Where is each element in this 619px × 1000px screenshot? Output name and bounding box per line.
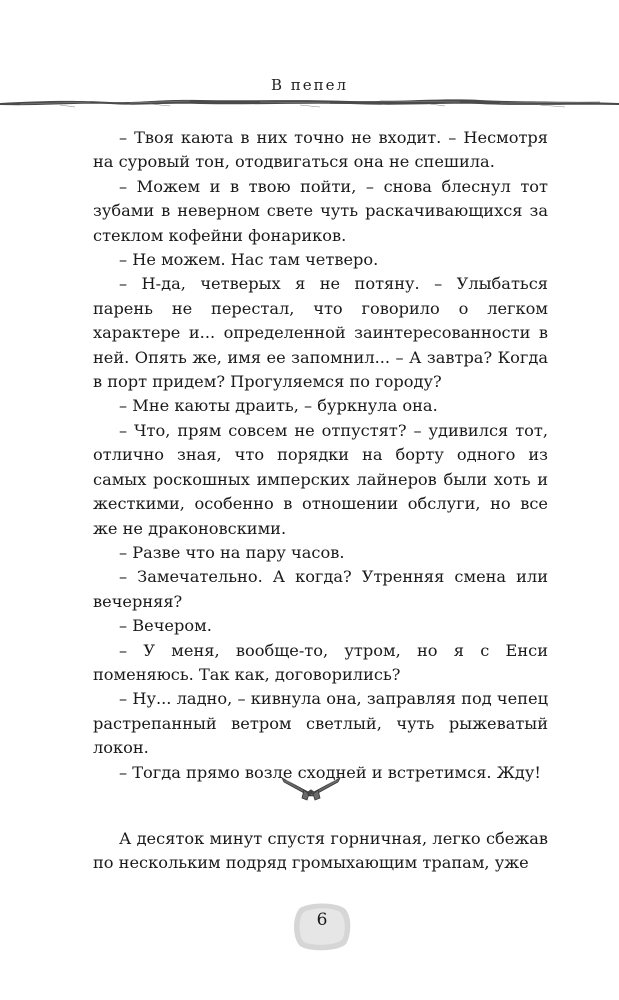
paragraph: – Н-да, четверых я не потяну. – Улыбаться парень не перестал, что говорило о легком характере и... определенной заинтересованности в ней. Опять же, имя ее запомнил... – А завтра? Когда в порт придем? Прогуляемся по городу? bbox=[93, 274, 548, 392]
page-number: 6 bbox=[316, 910, 328, 930]
paragraph: – Тогда прямо возле сходней и встретимся. Жду! bbox=[119, 762, 541, 782]
paragraph: – У меня, вообще-то, утром, но я с Енси поменяюсь. Так как, договорились? bbox=[93, 640, 548, 684]
paragraph: – Твоя каюта в них точно не входит. – Несмотря на суровый тон, отодвигаться она не спешила. bbox=[93, 128, 548, 172]
paragraph: – Не можем. Нас там четверо. bbox=[119, 250, 379, 270]
paragraph: – Вечером. bbox=[119, 616, 212, 636]
body-text bbox=[93, 126, 548, 785]
header-brush-rule bbox=[0, 92, 619, 114]
body-text-continued bbox=[93, 827, 548, 876]
paragraph: А десяток минут спустя горничная, легко сбежав по нескольким подряд громыхающим трапам, уже bbox=[93, 829, 548, 873]
paragraph: – Что, прям совсем не отпустят? – удивился тот, отлично зная, что порядки на борту одного из самых роскошных имперских лайнеров были хоть и жесткими, особенно в отношении обслуги, но все же не драконовскими. bbox=[93, 420, 548, 538]
paragraph: – Мне каюты драить, – буркнула она. bbox=[119, 396, 438, 416]
paragraph: – Можем и в твою пойти, – снова блеснул тот зубами в неверном свете чуть раскачивающихся за стеклом кофейни фонариков. bbox=[93, 176, 548, 245]
paragraph: – Ну... ладно, – кивнула она, заправляя под чепец растрепанный ветром светлый, чуть рыжеватый локон. bbox=[93, 689, 548, 758]
crossed-revolvers-icon bbox=[278, 772, 344, 804]
paragraph: – Замечательно. А когда? Утренняя смена или вечерняя? bbox=[93, 567, 548, 611]
paragraph: – Разве что на пару часов. bbox=[119, 542, 345, 562]
running-title: В пепел bbox=[270, 76, 349, 94]
